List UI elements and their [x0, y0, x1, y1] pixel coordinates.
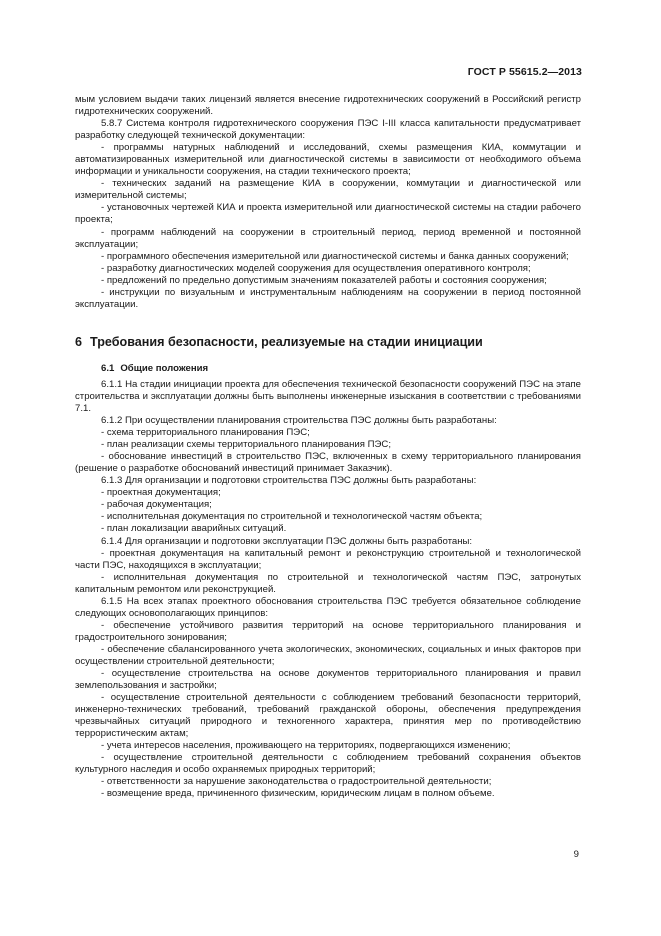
paragraph: - осуществление строительной деятельности с соблюдением требований сохранения объектов культурного наследия и особо охраняемых природных территорий;: [75, 752, 581, 776]
paragraph: - программного обеспечения измерительной или диагностической системы и банка данных сооружений;: [101, 250, 569, 262]
paragraph: 5.8.7 Система контроля гидротехнического сооружения ПЭС I-III класса капитальности предусматривает разработку следующей технической документации:: [75, 118, 581, 142]
paragraph: - обоснование инвестиций в строительство ПЭС, включенных в схему территориального планирования (решение о разработке обоснований инвестиций принимает Заказчик).: [75, 451, 581, 475]
paragraph: - программы натурных наблюдений и исследований, схемы размещения КИА, коммутации и автоматизированных измерительной или диагностической системы в зависимости от необходимого объема информации и уникальности сооружения, на стадии технического проекта;: [75, 142, 581, 178]
page-number: 9: [573, 849, 579, 860]
paragraph: - обеспечение сбалансированного учета экологических, экономических, социальных и иных факторов при осуществлении строительной деятельности;: [75, 643, 581, 667]
paragraph: - рабочая документация;: [101, 499, 212, 511]
paragraph: - установочных чертежей КИА и проекта измерительной или диагностической системы на стадии рабочего проекта;: [75, 202, 581, 226]
paragraph: 6.1.5 На всех этапах проектного обоснования строительства ПЭС требуется обязательное соблюдение следующих основополагающих принципов:: [75, 595, 581, 619]
paragraph: - технических заданий на размещение КИА в сооружении, коммутации и диагностической или измерительной системы;: [75, 178, 581, 202]
text-block-group: [75, 379, 581, 801]
paragraph: - разработку диагностических моделей сооружения для осуществления оперативного контроля;: [101, 262, 531, 274]
subsection-number: 6.1: [101, 362, 115, 374]
paragraph: - исполнительная документация по строительной и технологической частям объекта;: [101, 511, 483, 523]
paragraph: - осуществление строительства на основе документов территориального планирования и правил землепользования и застройки;: [75, 668, 581, 692]
section-title: Требования безопасности, реализуемые на стадии инициации: [90, 334, 483, 349]
document-header: [468, 66, 582, 78]
paragraph: 6.1.2 При осуществлении планирования строительства ПЭС должны быть разработаны:: [101, 415, 497, 427]
paragraph: - план локализации аварийных ситуаций.: [101, 523, 287, 535]
paragraph: - предложений по предельно допустимым значениям показателей работы и состояния сооружения;: [101, 274, 547, 286]
paragraph: мым условием выдачи таких лицензий является внесение гидротехнических сооружений в Российский регистр гидротехнических сооружений.: [75, 94, 581, 118]
section-heading: [75, 334, 581, 350]
page-body: [75, 94, 581, 801]
text-block-group: [75, 94, 581, 311]
standard-id: ГОСТ Р 55615.2—2013: [467, 66, 582, 78]
paragraph: - осуществление строительной деятельности с соблюдением требований безопасности территорий, инженерно-технических требований, требований гражданской обороны, обеспечения предупреждения чрезвычайных ситуаций природного и техногенного характера, принятия мер по противодействию террористическим актам;: [75, 692, 581, 740]
paragraph: - учета интересов населения, проживающего на территориях, подвергающихся изменению;: [101, 740, 511, 752]
paragraph: 6.1.4 Для организации и подготовки эксплуатации ПЭС должны быть разработаны:: [101, 535, 473, 547]
paragraph: - инструкции по визуальным и инструментальным наблюдениям на сооружении в период постоянной эксплуатации.: [75, 286, 581, 310]
paragraph: - ответственности за нарушение законодательства о градостроительной деятельности;: [101, 776, 492, 788]
paragraph: - исполнительная документация по строительной и технологической частям ПЭС, затронутых капитальным ремонтом или реконструкцией.: [75, 571, 581, 595]
paragraph: - проектная документация;: [101, 487, 221, 499]
paragraph: - проектная документация на капитальный ремонт и реконструкцию строительной и технологической части ПЭС, находящихся в эксплуатации;: [75, 547, 581, 571]
paragraph: - обеспечение устойчивого развития территорий на основе территориального планирования и градостроительного зонирования;: [75, 619, 581, 643]
paragraph: 6.1.1 На стадии инициации проекта для обеспечения технической безопасности сооружений ПЭС на этапе строительства и эксплуатации должны быть выполнены инженерные изыскания в соответствии с требованиями 7.1.: [75, 378, 581, 414]
paragraph: - план реализации схемы территориального планирования ПЭС;: [101, 439, 392, 451]
paragraph: 6.1.3 Для организации и подготовки строительства ПЭС должны быть разработаны:: [101, 475, 477, 487]
paragraph: - возмещение вреда, причиненного физическим, юридическим лицам в полном объеме.: [101, 788, 495, 800]
section-number: 6: [75, 334, 83, 349]
paragraph: - программ наблюдений на сооружении в строительный период, период временной и постоянной эксплуатации;: [75, 226, 581, 250]
subsection-heading: [75, 363, 581, 375]
paragraph: - схема территориального планирования ПЭС;: [101, 427, 310, 439]
subsection-title: Общие положения: [120, 362, 209, 374]
